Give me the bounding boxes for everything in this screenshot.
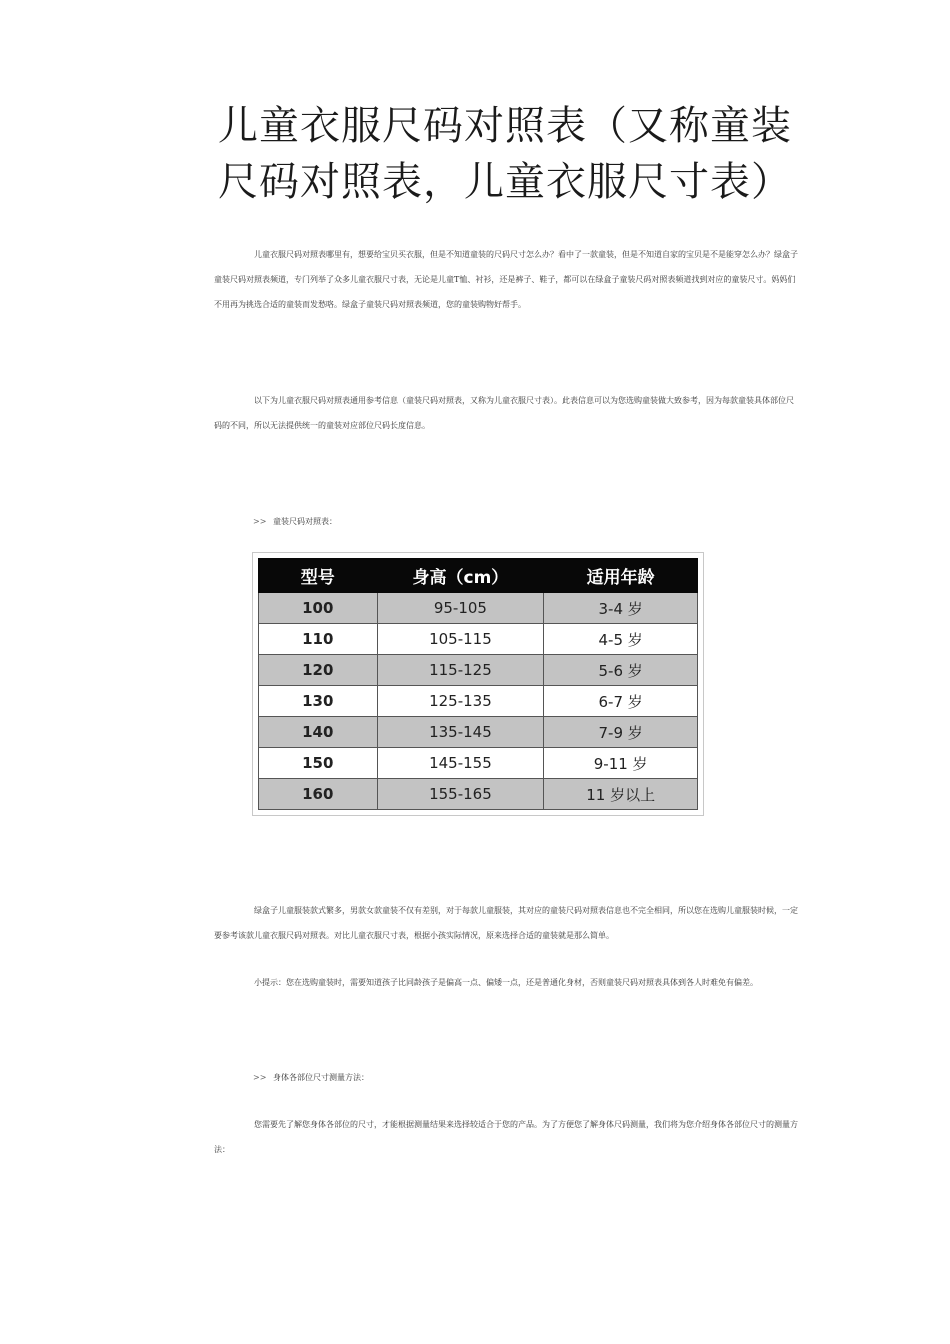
cell-model: 100 <box>259 593 378 624</box>
size-chart-heading <box>253 516 337 527</box>
size-table-image <box>252 552 704 816</box>
cell-height: 115-125 <box>377 655 544 686</box>
section-marker-icon: >> <box>253 1073 267 1082</box>
header-height: 身高（cm） <box>377 559 544 593</box>
tip-paragraph: 小提示：您在选购童装时，需要知道孩子比同龄孩子是偏高一点、偏矮一点，还是普通化身材，否则童装尺码对照表具体到各人时难免有偏差。 <box>254 978 758 987</box>
cell-height: 95-105 <box>377 593 544 624</box>
header-age: 适用年龄 <box>544 559 698 593</box>
cell-height: 145-155 <box>377 748 544 779</box>
styles-note-paragraph: 绿盒子儿童服装款式繁多，男款女款童装不仅有差别，对于每款儿童服装，其对应的童装尺码对照表信息也不完全相同，所以您在选购儿童服装时候，一定要参考该款儿童衣服尺码对照表。对比儿童衣服尺寸表，根据小孩实际情况，原来选择合适的童装就是那么简单。 <box>214 906 798 940</box>
cell-model: 120 <box>259 655 378 686</box>
cell-height: 105-115 <box>377 624 544 655</box>
table-row <box>259 655 698 686</box>
general-info-paragraph: 以下为儿童衣服尺码对照表通用参考信息（童装尺码对照表，又称为儿童衣服尺寸表）。此表信息可以为您选购童装做大致参考，因为每款童装具体部位尺码的不同，所以无法提供统一的童装对应部位尺码长度信息。 <box>214 396 794 430</box>
cell-age: 3-4 岁 <box>544 593 698 624</box>
cell-age: 4-5 岁 <box>544 624 698 655</box>
table-row <box>259 593 698 624</box>
cell-height: 135-145 <box>377 717 544 748</box>
cell-model: 130 <box>259 686 378 717</box>
size-table <box>258 558 698 810</box>
cell-age: 5-6 岁 <box>544 655 698 686</box>
measure-heading-label: 身体各部位尺寸测量方法： <box>272 1073 369 1082</box>
cell-model: 150 <box>259 748 378 779</box>
cell-height: 125-135 <box>377 686 544 717</box>
table-header-row <box>259 559 698 593</box>
cell-height: 155-165 <box>377 779 544 810</box>
cell-model: 160 <box>259 779 378 810</box>
table-row <box>259 686 698 717</box>
cell-age: 11 岁以上 <box>544 779 698 810</box>
table-row <box>259 717 698 748</box>
table-row <box>259 748 698 779</box>
size-chart-heading-label: 童装尺码对照表： <box>272 517 337 526</box>
cell-age: 7-9 岁 <box>544 717 698 748</box>
cell-model: 140 <box>259 717 378 748</box>
table-row <box>259 779 698 810</box>
measure-heading <box>253 1072 369 1083</box>
measure-intro-paragraph: 您需要先了解您身体各部位的尺寸，才能根据测量结果来选择较适合于您的产品。为了方便您了解身体尺码测量，我们将为您介绍身体各部位尺寸的测量方法： <box>214 1120 798 1154</box>
cell-age: 9-11 岁 <box>544 748 698 779</box>
intro-paragraph: 儿童衣服尺码对照表哪里有，想要给宝贝买衣服，但是不知道童装的尺码尺寸怎么办？看中了一款童装，但是不知道自家的宝贝是不是能穿怎么办？绿盒子童装尺码对照表频道，专门列举了众多儿童衣服尺寸表，无论是儿童T恤、衬衫，还是裤子、鞋子，都可以在绿盒子童装尺码对照表频道找到对应的童装尺寸。妈妈们不用再为挑选合适的童装而发愁咯。绿盒子童装尺码对照表频道，您的童装购物好帮手。 <box>214 250 798 309</box>
cell-model: 110 <box>259 624 378 655</box>
cell-age: 6-7 岁 <box>544 686 698 717</box>
page-title: 儿童衣服尺码对照表（又称童装尺码对照表，儿童衣服尺寸表） <box>218 103 792 205</box>
section-marker-icon: >> <box>253 517 267 526</box>
table-row <box>259 624 698 655</box>
header-model: 型号 <box>259 559 378 593</box>
